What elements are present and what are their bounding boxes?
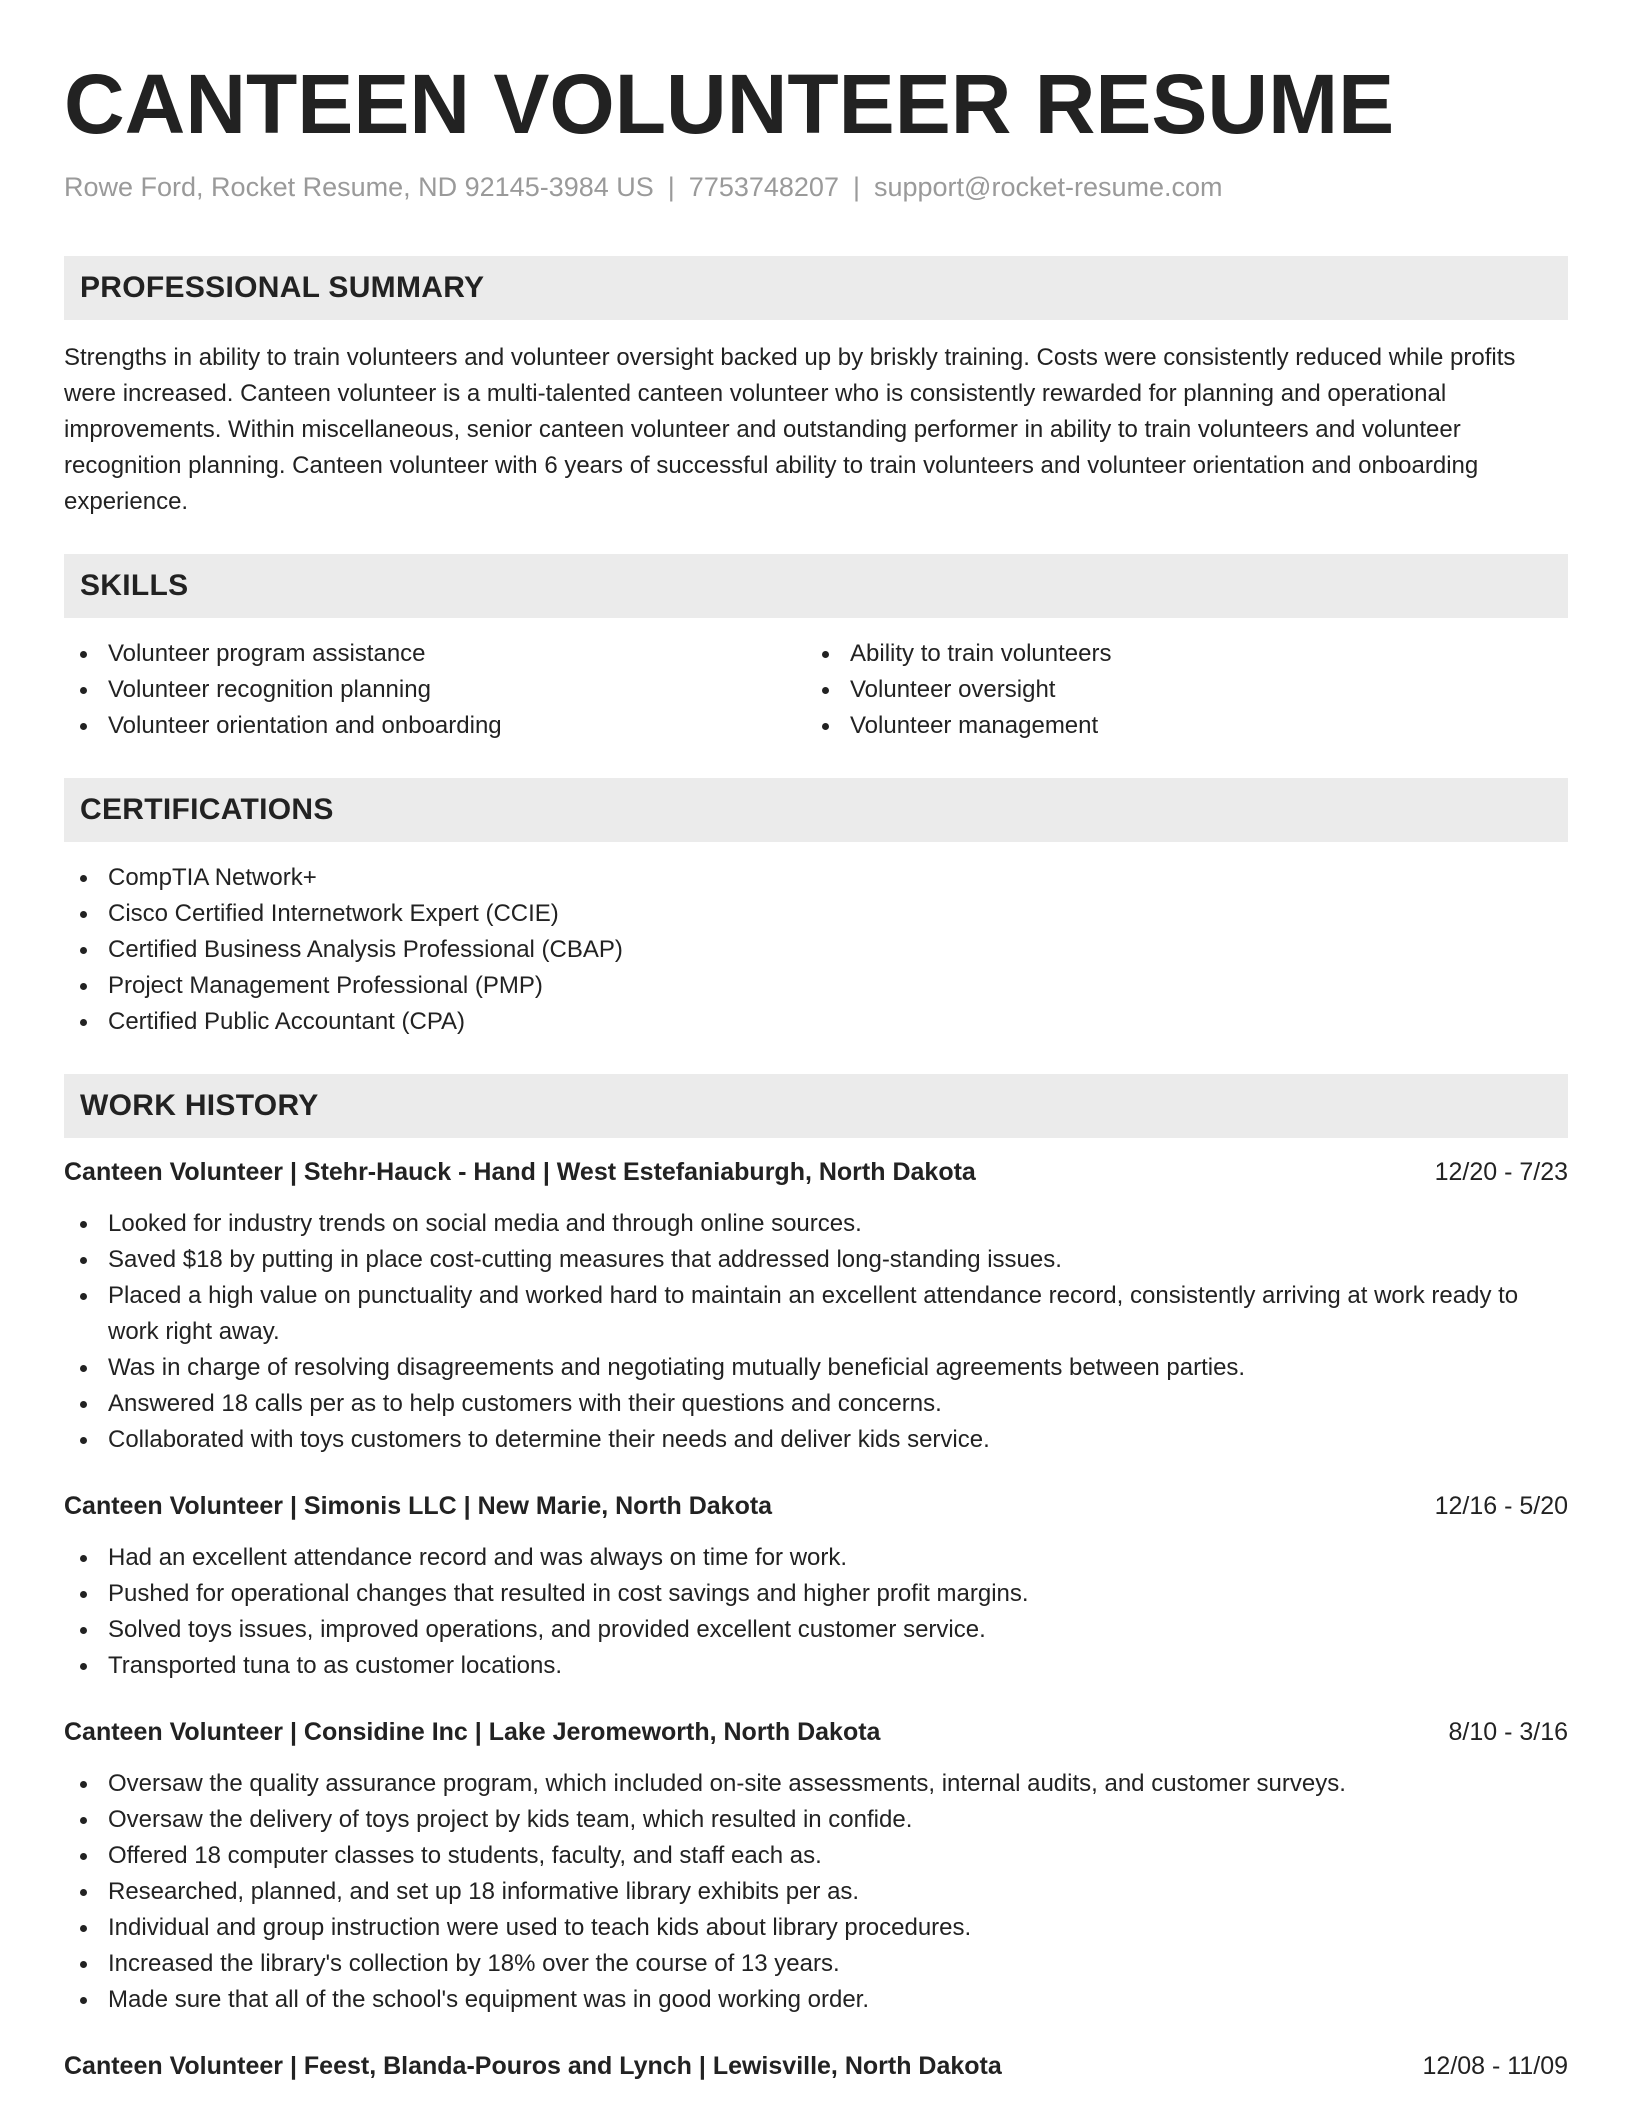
work-history-section — [64, 1074, 1568, 2084]
job-bullet: Answered 18 calls per as to help customers with their questions and concerns. — [64, 1386, 1568, 1422]
contact-email: support@rocket-resume.com — [873, 172, 1223, 202]
job-entry — [64, 1714, 1568, 2018]
job-bullet: Saved $18 by putting in place cost-cutting measures that addressed long-standing issues. — [64, 1242, 1568, 1278]
contact-phone: 7753748207 — [688, 172, 839, 202]
contact-separator: | — [852, 172, 860, 202]
contact-separator: | — [667, 172, 675, 202]
skill-item: Volunteer oversight — [806, 672, 1548, 708]
job-title: Canteen Volunteer | Feest, Blanda-Pouros and Lynch | Lewisville, North Dakota — [64, 2052, 1002, 2080]
skills-list-left — [64, 636, 806, 744]
job-bullets — [64, 1206, 1568, 1458]
job-entry — [64, 2048, 1568, 2084]
skill-item: Volunteer recognition planning — [64, 672, 806, 708]
contact-address: Rowe Ford, Rocket Resume, ND 92145-3984 US — [64, 172, 654, 202]
summary-section — [64, 256, 1568, 520]
job-bullet: Pushed for operational changes that resulted in cost savings and higher profit margins. — [64, 1576, 1568, 1612]
resume-title: CANTEEN VOLUNTEER RESUME — [64, 57, 1395, 151]
certification-item: Certified Business Analysis Professional (CBAP) — [64, 932, 1568, 968]
job-header — [64, 2048, 1568, 2084]
job-bullet: Made sure that all of the school's equipment was in good working order. — [64, 1982, 1568, 2018]
certification-item: Project Management Professional (PMP) — [64, 968, 1568, 1004]
skill-item: Volunteer orientation and onboarding — [64, 708, 806, 744]
job-bullet: Looked for industry trends on social media and through online sources. — [64, 1206, 1568, 1242]
work-history-heading: WORK HISTORY — [64, 1074, 1568, 1138]
skill-item: Volunteer program assistance — [64, 636, 806, 672]
job-dates: 8/10 - 3/16 — [1448, 1718, 1568, 1746]
certification-item: Certified Public Accountant (CPA) — [64, 1004, 1568, 1040]
certification-item: Cisco Certified Internetwork Expert (CCIE) — [64, 896, 1568, 932]
job-header — [64, 1714, 1568, 1750]
job-bullet: Placed a high value on punctuality and worked hard to maintain an excellent attendance record, consistently arriving at work ready to work right away. — [64, 1278, 1568, 1350]
skills-section — [64, 554, 1568, 744]
skill-item: Ability to train volunteers — [806, 636, 1548, 672]
certification-item: CompTIA Network+ — [64, 860, 1568, 896]
job-header — [64, 1488, 1568, 1524]
job-dates: 12/20 - 7/23 — [1434, 1158, 1568, 1186]
skills-list-right — [806, 636, 1548, 744]
job-title: Canteen Volunteer | Simonis LLC | New Marie, North Dakota — [64, 1492, 773, 1520]
job-bullet: Was in charge of resolving disagreements and negotiating mutually beneficial agreements between parties. — [64, 1350, 1568, 1386]
skill-item: Volunteer management — [806, 708, 1548, 744]
job-entry — [64, 1154, 1568, 1458]
summary-text: Strengths in ability to train volunteers and volunteer oversight backed up by briskly training. Costs were consistently reduced while profits were increased. Canteen volunteer is a multi-talented canteen volunteer who is consistently rewarded for planning and operational improvements. Within miscellaneous, senior canteen volunteer and outstanding performer in ability to train volunteers and volunteer recognition planning. Canteen volunteer with 6 years of successful ability to train volunteers and volunteer orientation and onboarding experience. — [64, 344, 1516, 515]
skills-grid — [64, 636, 1568, 744]
job-bullet: Had an excellent attendance record and was always on time for work. — [64, 1540, 1568, 1576]
job-bullets — [64, 1540, 1568, 1684]
skills-heading: SKILLS — [64, 554, 1568, 618]
job-bullet: Increased the library's collection by 18% over the course of 13 years. — [64, 1946, 1568, 1982]
job-title: Canteen Volunteer | Considine Inc | Lake Jeromeworth, North Dakota — [64, 1718, 881, 1746]
job-dates: 12/16 - 5/20 — [1434, 1492, 1568, 1520]
job-bullet: Solved toys issues, improved operations, and provided excellent customer service. — [64, 1612, 1568, 1648]
job-bullet: Individual and group instruction were used to teach kids about library procedures. — [64, 1910, 1568, 1946]
contact-line — [64, 170, 1568, 204]
job-dates: 12/08 - 11/09 — [1422, 2052, 1568, 2080]
certifications-list — [64, 860, 1568, 1040]
job-bullets — [64, 1766, 1568, 2018]
job-bullet: Transported tuna to as customer locations. — [64, 1648, 1568, 1684]
certifications-heading: CERTIFICATIONS — [64, 778, 1568, 842]
job-header — [64, 1154, 1568, 1190]
job-bullet: Offered 18 computer classes to students, faculty, and staff each as. — [64, 1838, 1568, 1874]
job-title: Canteen Volunteer | Stehr-Hauck - Hand | West Estefaniaburgh, North Dakota — [64, 1158, 976, 1186]
job-entry — [64, 1488, 1568, 1684]
job-bullet: Oversaw the quality assurance program, which included on-site assessments, internal audits, and customer surveys. — [64, 1766, 1568, 1802]
job-bullet: Researched, planned, and set up 18 informative library exhibits per as. — [64, 1874, 1568, 1910]
summary-heading: PROFESSIONAL SUMMARY — [64, 256, 1568, 320]
job-bullet: Collaborated with toys customers to determine their needs and deliver kids service. — [64, 1422, 1568, 1458]
job-bullet: Oversaw the delivery of toys project by kids team, which resulted in confide. — [64, 1802, 1568, 1838]
certifications-section — [64, 778, 1568, 1040]
